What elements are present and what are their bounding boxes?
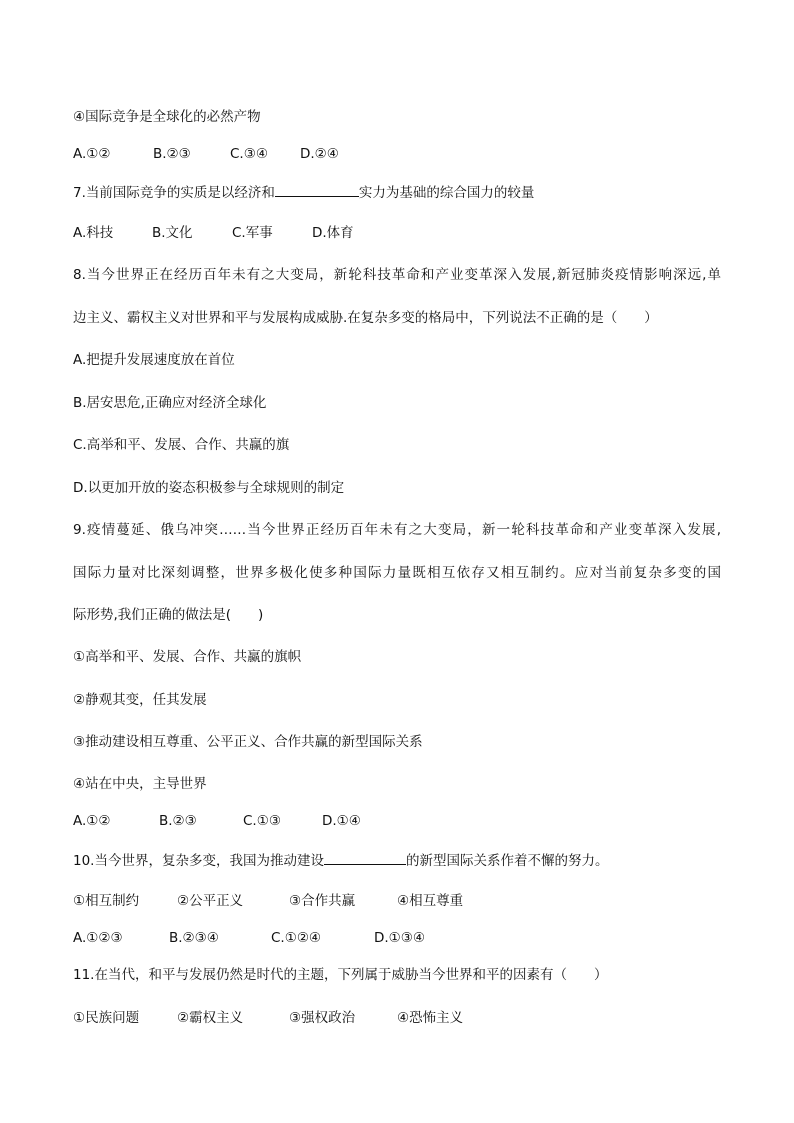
q9-stem-line-1: 9.疫情蔓延、俄乌冲突……当今世界正经历百年未有之大变局，新一轮科技革命和产业变革深入发展, (73, 522, 721, 538)
q8-option-c: C.高举和平、发展、合作、共赢的旗 (73, 437, 290, 453)
q11-item-3: ③强权政治 (289, 1010, 356, 1026)
q11-item-1: ①民族问题 (73, 1010, 140, 1026)
q7-stem (73, 182, 534, 202)
q10-options (73, 929, 425, 947)
q10-option-d: D.①③④ (374, 930, 425, 946)
q10-option-b: B.②③④ (169, 930, 219, 946)
q9-stem-line-2: 国际力量对比深刻调整，世界多极化使多种国际力量既相互依存又相互制约。应对当前复杂多变的国 (73, 565, 721, 581)
q6-option-c: C.③④ (230, 146, 268, 162)
q6-item-4: ④国际竞争是全球化的必然产物 (73, 109, 261, 125)
q8-option-a: A.把提升发展速度放在首位 (73, 352, 235, 368)
q10-answer-blank (324, 850, 406, 865)
q10-item-1: ①相互制约 (73, 893, 140, 909)
q8-option-b: B.居安思危,正确应对经济全球化 (73, 395, 267, 411)
q8-stem-line-1: 8.当今世界正在经历百年未有之大变局，新轮科技革命和产业变革深入发展,新冠肺炎疫情影响深远,单 (73, 267, 721, 283)
q9-stem-line-3: 际形势,我们正确的做法是( ) (73, 607, 264, 623)
q7-options (73, 224, 354, 242)
q8-stem-line-2: 边主义、霸权主义对世界和平与发展构成威胁.在复杂多变的格局中，下列说法不正确的是（ ） (73, 310, 658, 326)
q10-item-4: ④相互尊重 (397, 893, 464, 909)
q10-stem (73, 850, 608, 870)
q9-option-d: D.①④ (322, 813, 361, 829)
q7-answer-blank (275, 182, 359, 197)
q11-item-2: ②霸权主义 (177, 1010, 244, 1026)
q11-stem: 11.在当代，和平与发展仍然是时代的主题，下列属于威胁当今世界和平的因素有（ ） (73, 967, 608, 983)
q10-item-2: ②公平正义 (177, 893, 244, 909)
q9-option-c: C.①③ (243, 813, 281, 829)
q10-item-3: ③合作共赢 (289, 893, 356, 909)
q9-item-3: ③推动建设相互尊重、公平正义、合作共赢的新型国际关系 (73, 734, 423, 750)
q10-option-c: C.①②④ (271, 930, 322, 946)
q7-option-a: A.科技 (73, 225, 114, 241)
q6-options (73, 145, 339, 163)
q9-item-2: ②静观其变，任其发展 (73, 692, 207, 708)
q8-option-d: D.以更加开放的姿态积极参与全球规则的制定 (73, 480, 345, 496)
q9-item-4: ④站在中央，主导世界 (73, 776, 207, 792)
q7-option-b: B.文化 (152, 225, 193, 241)
q7-option-d: D.体育 (312, 225, 354, 241)
q6-option-b: B.②③ (153, 146, 191, 162)
q6-option-d: D.②④ (300, 146, 339, 162)
q9-options (73, 812, 361, 830)
q10-stem-after: 的新型国际关系作着不懈的努力。 (405, 853, 609, 869)
q11-item-4: ④恐怖主义 (397, 1010, 464, 1026)
q6-option-a: A.①② (73, 146, 111, 162)
q9-item-1: ①高举和平、发展、合作、共赢的旗帜 (73, 649, 302, 665)
q10-stem-before: 10.当今世界，复杂多变，我国为推动建设 (73, 853, 324, 869)
q7-stem-after: 实力为基础的综合国力的较量 (358, 185, 535, 201)
q10-option-a: A.①②③ (73, 930, 123, 946)
q10-items (73, 892, 463, 910)
q7-stem-before: 7.当前国际竞争的实质是以经济和 (73, 185, 275, 201)
q9-option-b: B.②③ (159, 813, 197, 829)
q11-items (73, 1009, 463, 1027)
q9-option-a: A.①② (73, 813, 111, 829)
q7-option-c: C.军事 (232, 225, 273, 241)
